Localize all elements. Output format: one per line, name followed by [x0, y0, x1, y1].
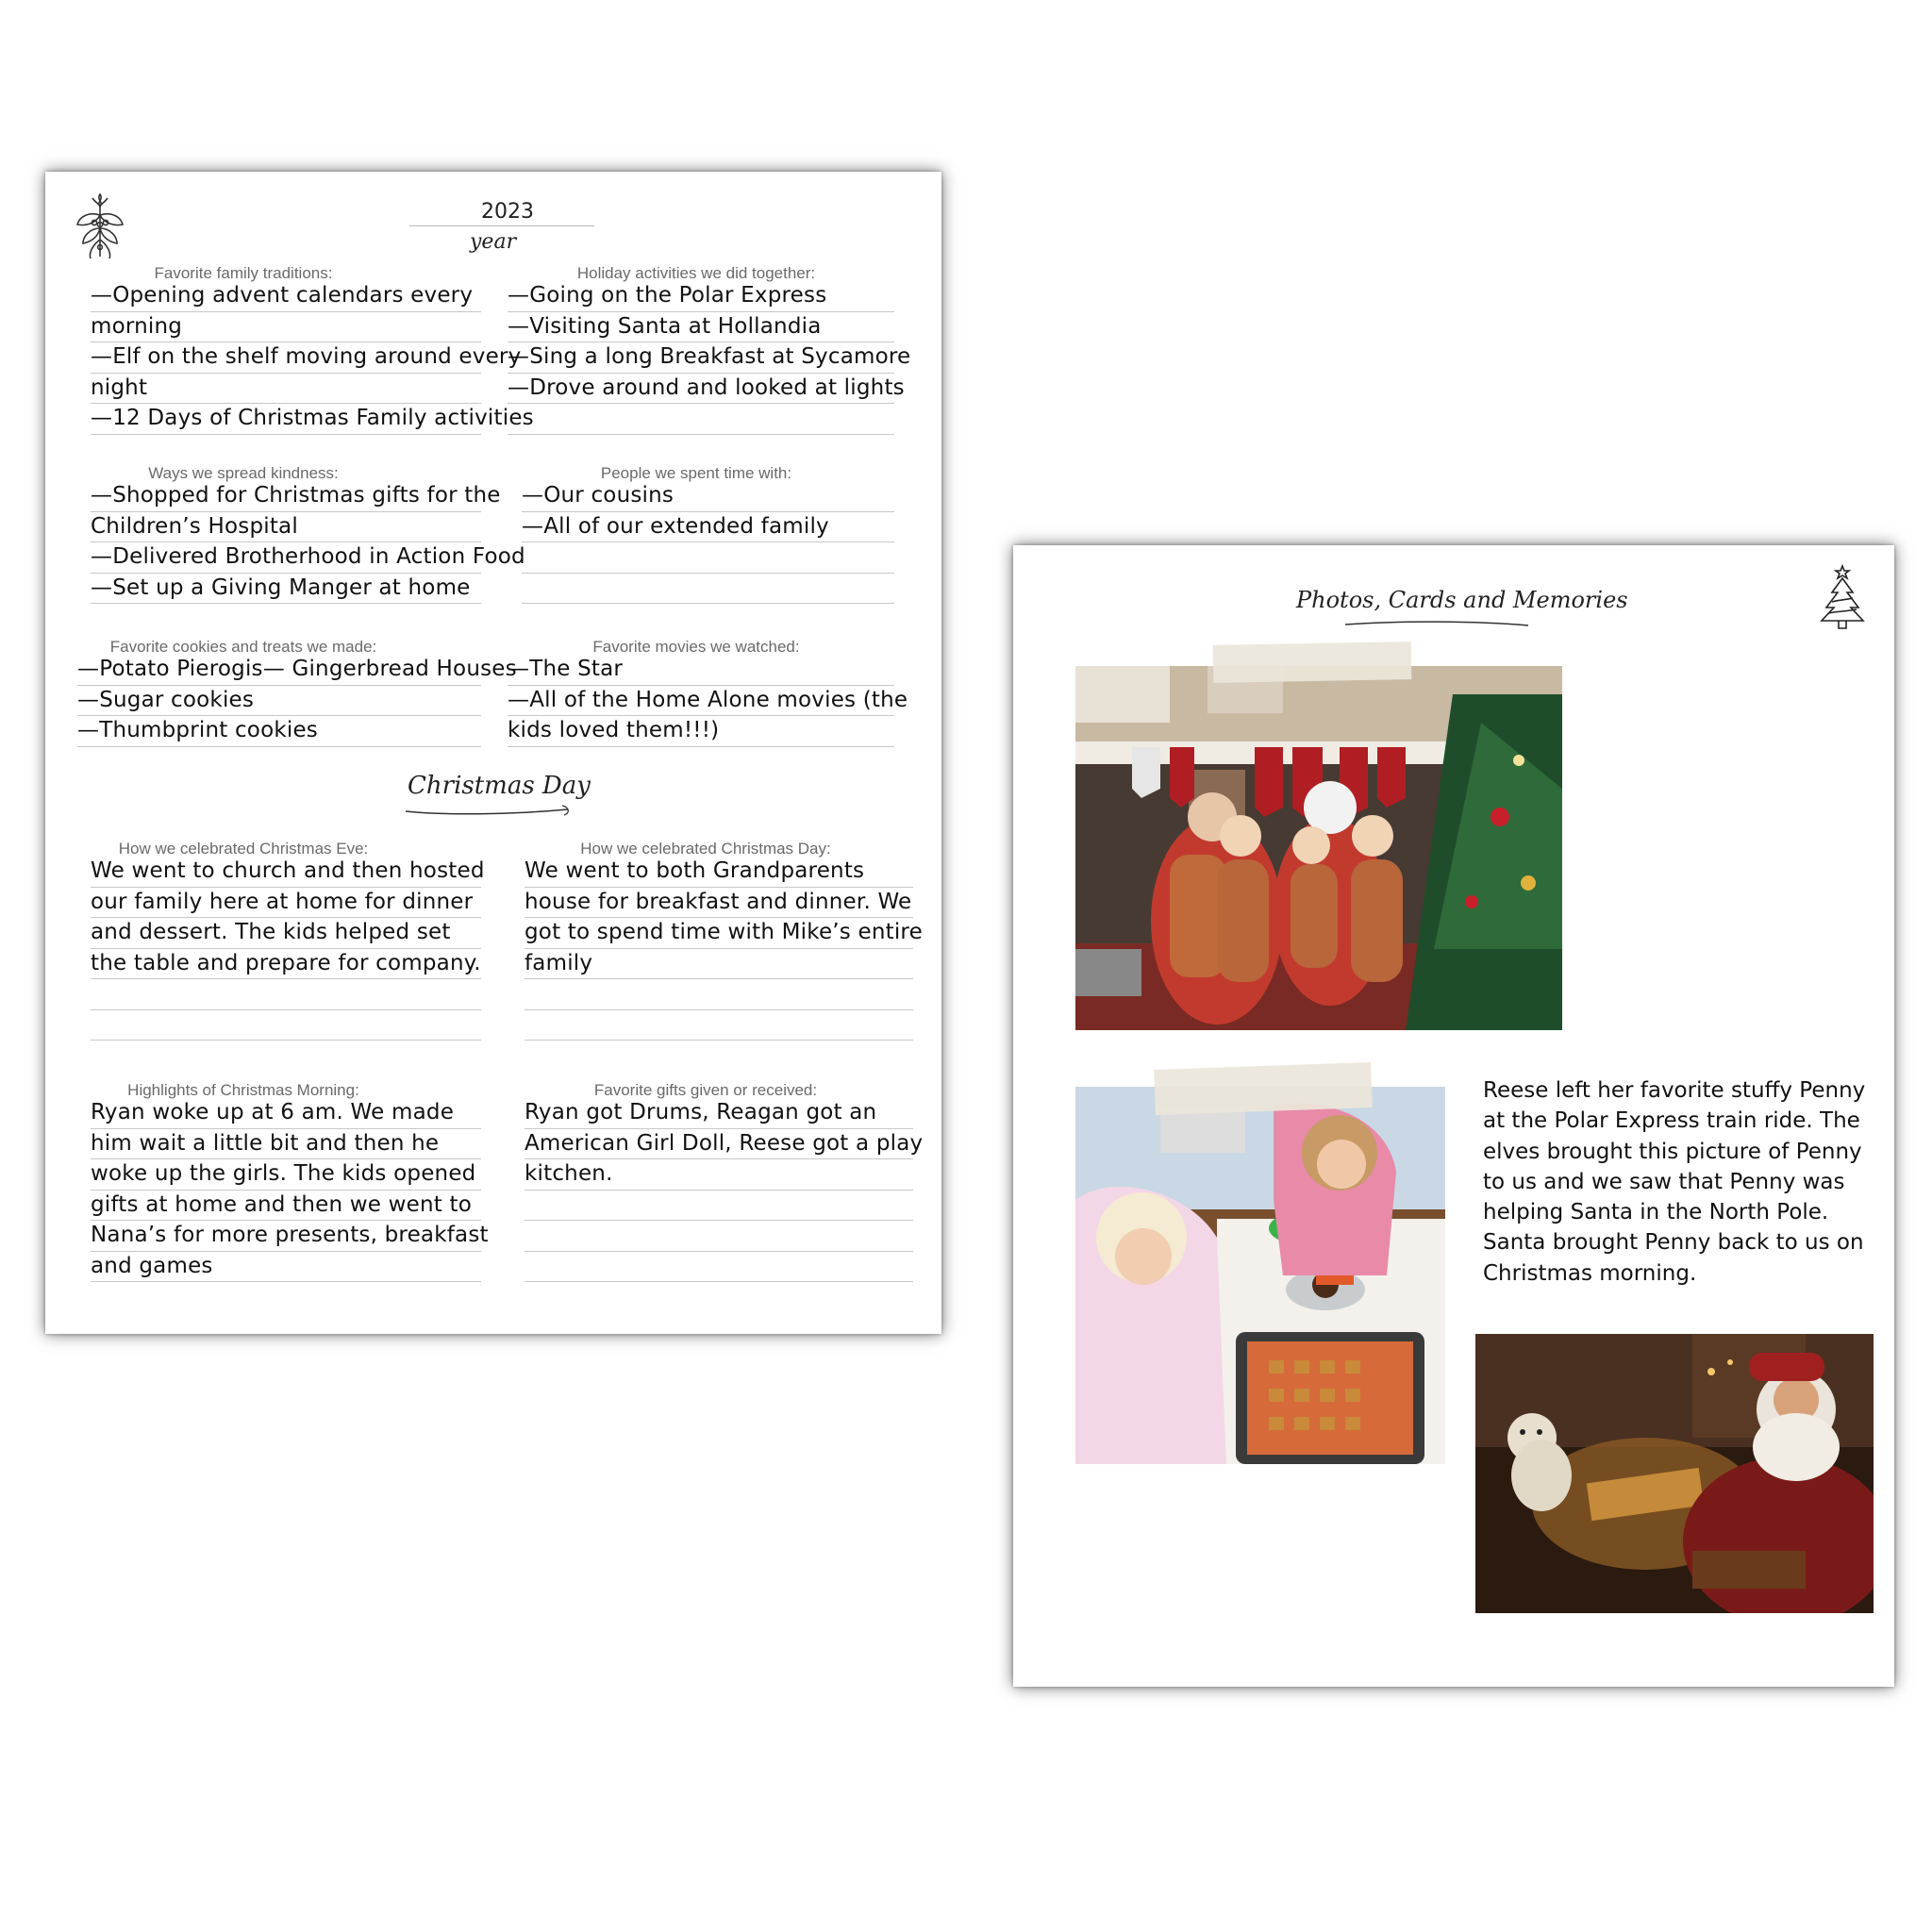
traditions-line: —Elf on the shelf moving around every: [91, 342, 481, 374]
gifts-line: American Girl Doll, Reese got a play: [525, 1129, 913, 1160]
kindness-line: —Shopped for Christmas gifts for the: [91, 481, 481, 512]
people-line: —All of our extended family: [522, 512, 894, 543]
christmas-morning-line: Nana’s for more presents, breakfast: [91, 1221, 481, 1252]
movies-label: Favorite movies we watched:: [592, 638, 800, 656]
traditions-line: —Opening advent calendars every: [91, 281, 481, 312]
memory-line: Reese left her favorite stuffy Penny: [1483, 1078, 1866, 1103]
movies-line: —All of the Home Alone movies (the: [508, 686, 894, 717]
christmas-day-line: got to spend time with Mike’s entire: [525, 918, 913, 949]
memory-text: [1483, 1075, 1879, 1289]
christmas-day-heading: Christmas Day: [408, 772, 591, 800]
gifts-line: kitchen.: [525, 1159, 913, 1191]
memory-line: helping Santa in the North Pole.: [1483, 1200, 1829, 1225]
christmas-day-line: family: [525, 949, 913, 980]
christmas-eve-line: [91, 979, 481, 1010]
traditions-label: Favorite family traditions:: [154, 264, 333, 282]
cookies-line: —Thumbprint cookies: [77, 716, 481, 747]
kindness-line: Children’s Hospital: [91, 512, 481, 543]
christmas-eve-line: our family here at home for dinner: [91, 888, 481, 919]
memory-line: Santa brought Penny back to us on: [1483, 1230, 1864, 1256]
christmas-eve-line: [91, 1010, 481, 1041]
journal-page-left: [45, 172, 941, 1334]
christmas-day-line: [525, 1010, 913, 1041]
activities-line: —Drove around and looked at lights: [508, 374, 894, 405]
christmas-morning-label: Highlights of Christmas Morning:: [127, 1081, 359, 1099]
christmas-day-label: How we celebrated Christmas Day:: [580, 840, 831, 858]
cookies-line: —Sugar cookies: [77, 686, 481, 717]
cookies-lines: [77, 655, 517, 747]
christmas-eve-line: the table and prepare for company.: [91, 949, 481, 980]
activities-line: —Visiting Santa at Hollandia: [508, 312, 894, 343]
movies-line: —The Star: [508, 655, 894, 686]
people-lines: [522, 481, 894, 604]
christmas-eve-label: How we celebrated Christmas Eve:: [118, 840, 369, 858]
gifts-line: Ryan got Drums, Reagan got an: [525, 1098, 913, 1129]
kindness-line: —Set up a Giving Manger at home: [91, 574, 481, 605]
memories-title-swash: [1343, 617, 1532, 630]
memory-line: to us and we saw that Penny was: [1483, 1169, 1845, 1194]
christmas-morning-line: gifts at home and then we went to: [91, 1191, 481, 1222]
kindness-line: —Delivered Brotherhood in Action Food: [91, 542, 481, 574]
mistletoe-icon: [72, 191, 128, 262]
memory-line: at the Polar Express train ride. The: [1483, 1108, 1860, 1134]
people-line: [522, 574, 894, 605]
memories-title: Photos, Cards and Memories: [1296, 587, 1628, 613]
people-line: —Our cousins: [522, 481, 894, 512]
christmas-day-lines: [525, 857, 923, 1041]
santa-reading-photo: [1475, 1334, 1874, 1613]
memory-line: Christmas morning.: [1483, 1260, 1697, 1286]
gifts-line: [525, 1221, 913, 1252]
kindness-lines: [91, 481, 525, 604]
people-label: People we spent time with:: [600, 464, 792, 482]
cookies-label: Favorite cookies and treats we made:: [109, 638, 377, 656]
cookies-line: —Potato Pierogis— Gingerbread Houses: [77, 655, 481, 686]
tape-strip: [1154, 1062, 1373, 1115]
christmas-morning-lines: [91, 1098, 489, 1282]
christmas-day-line: [525, 979, 913, 1010]
christmas-day-line: We went to both Grandparents: [525, 857, 913, 888]
christmas-day-line: house for breakfast and dinner. We: [525, 888, 913, 919]
tape-strip: [1213, 641, 1412, 683]
christmas-eve-lines: [91, 857, 485, 1041]
traditions-line: —12 Days of Christmas Family activities: [91, 404, 481, 435]
christmas-tree-icon: [1819, 564, 1866, 630]
christmas-morning-line: him wait a little bit and then he: [91, 1129, 481, 1160]
movies-lines: [508, 655, 908, 747]
baking-photo: [1075, 1087, 1445, 1464]
santa-visit-photo: [1075, 666, 1562, 1030]
activities-line: —Going on the Polar Express: [508, 281, 894, 312]
activities-line: [508, 404, 894, 435]
christmas-morning-line: Ryan woke up at 6 am. We made: [91, 1098, 481, 1129]
christmas-day-swash: [404, 804, 574, 819]
traditions-lines: [91, 281, 534, 435]
movies-line: kids loved them!!!): [508, 716, 894, 747]
activities-lines: [508, 281, 911, 435]
year-underline: [409, 225, 594, 226]
journal-page-right: [1013, 545, 1894, 1687]
traditions-line: morning: [91, 312, 481, 343]
christmas-eve-line: and dessert. The kids helped set: [91, 918, 481, 949]
people-line: [522, 542, 894, 574]
christmas-morning-line: and games: [91, 1252, 481, 1283]
kindness-label: Ways we spread kindness:: [148, 464, 339, 482]
year-label: year: [470, 230, 517, 254]
activities-line: —Sing a long Breakfast at Sycamore: [508, 342, 894, 374]
christmas-eve-line: We went to church and then hosted: [91, 857, 481, 888]
memory-line: elves brought this picture of Penny: [1483, 1139, 1862, 1164]
gifts-lines: [525, 1098, 924, 1282]
gifts-line: [525, 1191, 913, 1222]
activities-label: Holiday activities we did together:: [576, 264, 816, 282]
gifts-label: Favorite gifts given or received:: [593, 1081, 818, 1099]
year-value: 2023: [481, 200, 534, 224]
gifts-line: [525, 1252, 913, 1283]
christmas-morning-line: woke up the girls. The kids opened: [91, 1159, 481, 1191]
traditions-line: night: [91, 374, 481, 405]
